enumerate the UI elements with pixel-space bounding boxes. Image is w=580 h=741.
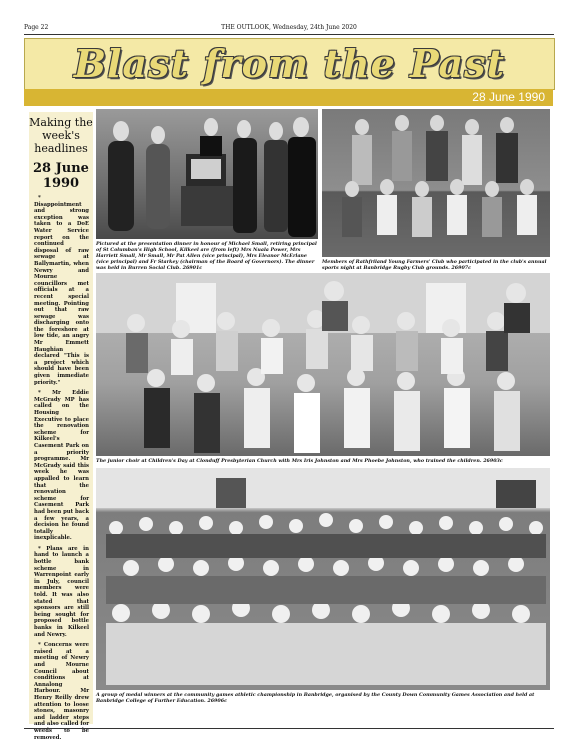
photo-young-farmers xyxy=(322,109,550,257)
top-rule xyxy=(24,34,554,35)
caption-medal-winners: A group of medal winners at the community games athletic championship in Banbridge, organised by the County Down Community Games Association and held at Banbridge College of Further Education. 26906c xyxy=(96,692,535,704)
publication-line: THE OUTLOOK, Wednesday, 24th June 2020 xyxy=(221,24,357,31)
banner xyxy=(24,38,555,90)
photo-junior-choir xyxy=(96,273,550,456)
photo-medal-winners-image xyxy=(96,468,550,690)
bottom-rule xyxy=(24,728,554,729)
caption-presentation-dinner: Pictured at the presentation dinner in honour of Michael Small, retiring principal of St Columban's High School, Kilkeel are (from left) Mrs Nuala Power, Mrs Harriett Small, Mr Small, Mr Pat Allen (vice principal), Mrs Eleanor McErlane (vice principal) and Fr Starkey (chairman of the Board of Governors). The dinner was held in Burren Social Club. 26901c xyxy=(96,241,317,271)
sidebar-paragraph: * Concerns were raised at a meeting of Newry and Mourne Council about conditions at Annalong Harbour. Mr Henry Reilly drew attention to loose stones, masonry and ladder steps and also called for weeds to be removed. xyxy=(34,642,89,741)
sidebar-body xyxy=(29,191,93,741)
sidebar-paragraph: * Mr Eddie McGrady MP has called on the Housing Executive to place the renovation scheme for Kilkeel's Casement Park on a priority programme. Mr McGrady said this week he was appalled to learn that the renovation scheme for Casement Park had been put back a few years, a decision he found totally inexplicable. xyxy=(34,390,89,542)
photo-young-farmers-image xyxy=(322,109,550,257)
photo-presentation-dinner-image xyxy=(96,109,318,239)
headlines-sidebar xyxy=(29,112,93,741)
running-head xyxy=(24,24,554,34)
banner-title: Blast from the Past xyxy=(73,41,506,86)
date-bar xyxy=(24,89,553,106)
photo-medal-winners xyxy=(96,468,550,690)
sidebar-paragraph: * Plans are in hand to launch a bottle bank scheme in Warrenpoint early in July, council members were told. It was also stated that sponsors are still being sought for proposed bottle banks in Kilkeel and Newry. xyxy=(34,545,89,638)
sidebar-paragraph: * Disappointment and strong exception was taken to a DoE Water Service report on the continued disposal of raw sewage at Ballymartin, when Newry and Mourne councillors met officials at a recent special meeting. Pointing out that raw sewage was discharging onto the foreshore at low tide, an angry Mr Emmett Haughian declared "This is a project which should have been given immediate priority." xyxy=(34,195,89,386)
caption-young-farmers: Members of Rathfriland Young Farmers' Club who participated in the club's annual sports night at Banbridge Rugby Club grounds. 26907c xyxy=(322,259,547,271)
photo-presentation-dinner xyxy=(96,109,318,239)
page-number: Page 22 xyxy=(24,24,49,31)
banner-date: 28 June 1990 xyxy=(472,90,545,104)
caption-junior-choir: The junior choir at Children's Day at Clonduff Presbyterian Church with Mrs Iris Johnston and Mrs Phoebe Johnston, who trained the children. 26903c xyxy=(96,458,503,464)
photo-junior-choir-image xyxy=(96,273,550,456)
sidebar-heading: Making the week's headlines xyxy=(29,116,93,155)
sidebar-date: 28 June 1990 xyxy=(33,161,89,191)
